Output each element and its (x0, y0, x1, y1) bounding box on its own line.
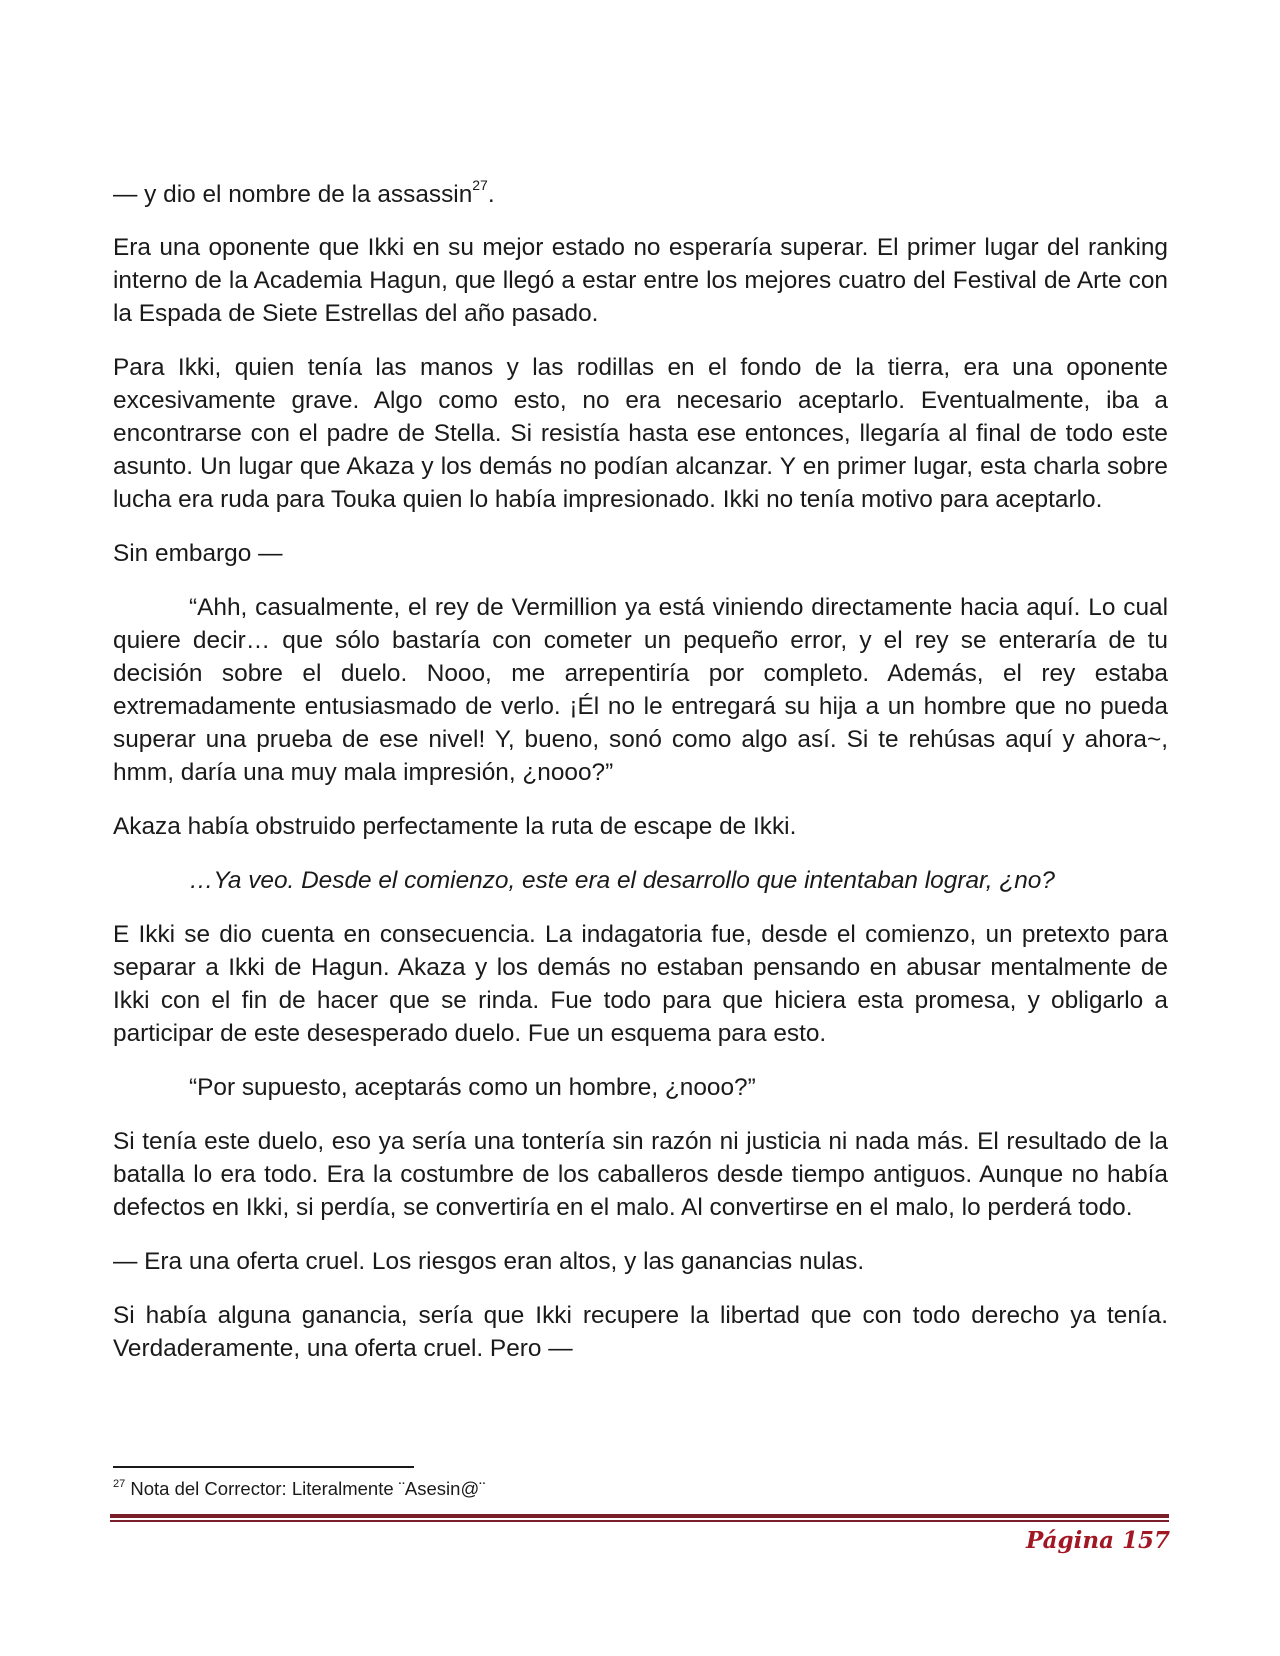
paragraph-12: Si había alguna ganancia, sería que Ikki recupere la libertad que con todo derecho ya tenía. Verdaderamente, una oferta cruel. Pero — (113, 1302, 1168, 1362)
footer-rule-thick (110, 1514, 1169, 1518)
page-number: Página 157 (1025, 1527, 1170, 1554)
paragraph-1 (113, 178, 1168, 211)
document-body (113, 178, 1168, 1386)
paragraph-9-dialogue: “Por supuesto, aceptarás como un hombre, ¿nooo?” (189, 1074, 756, 1101)
paragraph-6: Akaza había obstruido perfectamente la ruta de escape de Ikki. (113, 813, 797, 840)
footnote-text: Nota del Corrector: Literalmente ¨Asesin@¨ (125, 1478, 486, 1499)
paragraph-1-text: — y dio el nombre de la assassin (113, 181, 473, 208)
paragraph-1-trail: . (487, 181, 495, 208)
paragraph-8: E Ikki se dio cuenta en consecuencia. La indagatoria fue, desde el comienzo, un pretexto para separar a Ikki de Hagun. Akaza y los demás no estaban pensando en abusar mentalmente de Ikki con el fin de hacer que se rinda. Fue todo para que hiciera esta promesa, y obligarlo a participar de este desesperado duelo. Fue un esquema para esto. (113, 921, 1168, 1047)
paragraph-7-thought: …Ya veo. Desde el comienzo, este era el desarrollo que intentaban lograr, ¿no? (189, 867, 1055, 894)
footnote-reference[interactable]: 27 (472, 177, 488, 193)
footnote-number: 27 (113, 1478, 126, 1490)
paragraph-4: Sin embargo — (113, 540, 283, 567)
footer-rule-thin (110, 1520, 1169, 1522)
paragraph-3: Para Ikki, quien tenía las manos y las rodillas en el fondo de la tierra, era una oponente excesivamente grave. Algo como esto, no era necesario aceptarlo. Eventualmente, iba a encontrarse con el padre de Stella. Si resistía hasta ese entonces, llegaría al final de todo este asunto. Un lugar que Akaza y los demás no podían alcanzar. Y en primer lugar, esta charla sobre lucha era ruda para Touka quien lo había impresionado. Ikki no tenía motivo para aceptarlo. (113, 354, 1168, 513)
paragraph-11: — Era una oferta cruel. Los riesgos eran altos, y las ganancias nulas. (113, 1248, 865, 1275)
paragraph-10: Si tenía este duelo, eso ya sería una tontería sin razón ni justicia ni nada más. El resultado de la batalla lo era todo. Era la costumbre de los caballeros desde tiempo antiguos. Aunque no había defectos en Ikki, si perdía, se convertiría en el malo. Al convertirse en el malo, lo perderá todo. (113, 1128, 1168, 1221)
footnote-separator (113, 1466, 414, 1468)
paragraph-2: Era una oponente que Ikki en su mejor estado no esperaría superar. El primer lugar del ranking interno de la Academia Hagun, que llegó a estar entre los mejores cuatro del Festival de Arte con la Espada de Siete Estrellas del año pasado. (113, 234, 1168, 327)
footnote (113, 1478, 485, 1500)
paragraph-5-dialogue: “Ahh, casualmente, el rey de Vermillion ya está viniendo directamente hacia aquí. Lo cual quiere decir… que sólo bastaría con cometer un pequeño error, y el rey se enteraría de tu decisión sobre el duelo. Nooo, me arrepentiría por completo. Además, el rey estaba extremadamente entusiasmado de verlo. ¡Él no le entregará su hija a un hombre que no pueda superar una prueba de ese nivel! Y, bueno, sonó como algo así. Si te rehúsas aquí y ahora~, hmm, daría una muy mala impresión, ¿nooo?” (113, 594, 1168, 786)
